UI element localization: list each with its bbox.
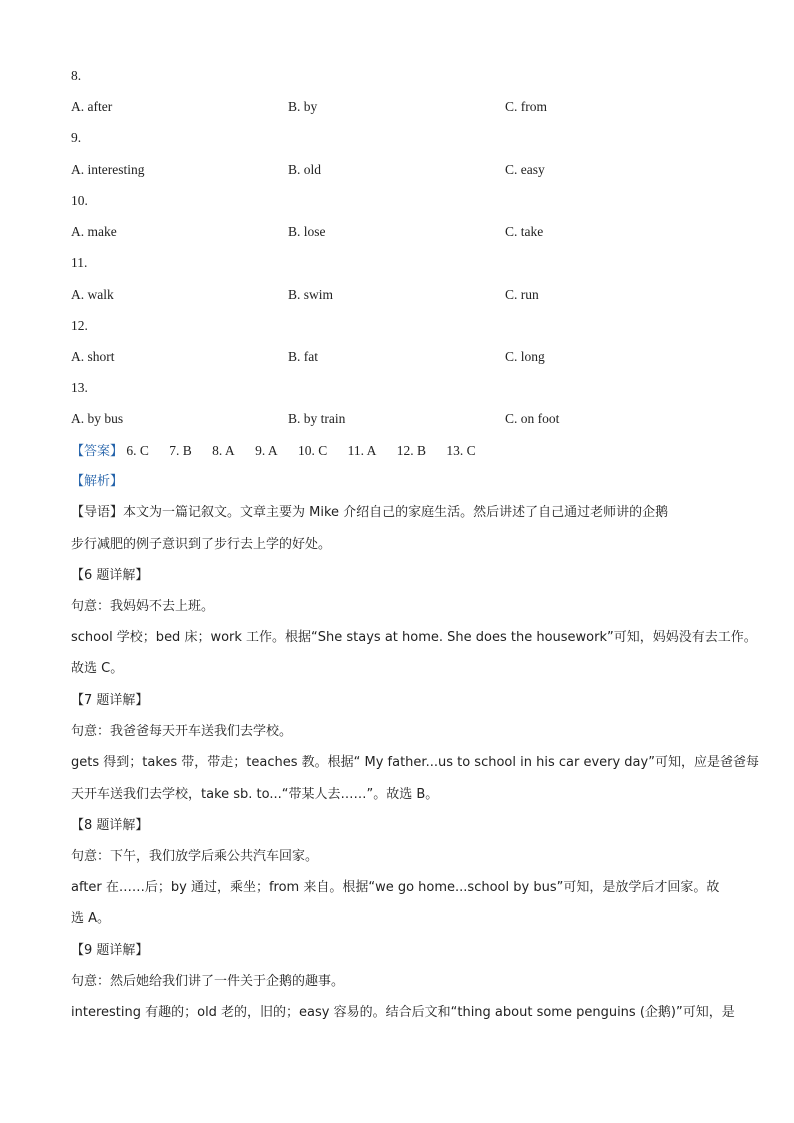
option-a: A. short [71, 349, 115, 364]
detail-heading: 【8 题详解】 [71, 818, 149, 833]
answer-label: 【答案】 [71, 444, 124, 459]
option-b: B. fat [288, 349, 318, 364]
answer-item: 12. B [396, 443, 426, 458]
question-number: 10. [71, 193, 88, 208]
answer-item: 6. C [126, 443, 149, 458]
answer-item: 13. C [446, 443, 476, 458]
option-c: C. long [505, 349, 545, 364]
sentence-meaning: 句意：我爸爸每天开车送我们去学校。 [71, 724, 293, 739]
option-b: B. by [288, 99, 318, 114]
option-c: C. on foot [505, 411, 560, 426]
explanation-line: 选 A。 [71, 911, 111, 926]
option-c: C. take [505, 224, 544, 239]
answer-item: 10. C [297, 443, 328, 458]
explanation-line: school 学校；bed 床；work 工作。根据“She stays at home. She does the housework”可知，妈妈没有去工作。 [71, 630, 757, 645]
intro-line: 【导语】本文为一篇记叙文。文章主要为 Mike 介绍自己的家庭生活。然后讲述了自己通过老师讲的企鹅 [71, 505, 669, 520]
question-number: 11. [71, 255, 88, 270]
answer-key [71, 442, 493, 461]
question-number: 9. [71, 130, 82, 145]
analysis-label: 【解析】 [71, 474, 124, 489]
explanation-line: 故选 C。 [71, 661, 124, 676]
question-number: 13. [71, 380, 88, 395]
question-number: 8. [71, 68, 82, 83]
option-a: A. make [71, 224, 117, 239]
detail-heading: 【9 题详解】 [71, 943, 149, 958]
option-a: A. after [71, 99, 113, 114]
explanation-line: 天开车送我们去学校，take sb. to...“带某人去……”。故选 B。 [71, 787, 439, 802]
explanation-line: interesting 有趣的；old 老的，旧的；easy 容易的。结合后文和“thing about some penguins (企鹅)”可知，是 [71, 1005, 735, 1020]
explanation-line: after 在……后；by 通过，乘坐；from 来自。根据“we go home...school by bus”可知，是放学后才回家。故 [71, 880, 720, 895]
detail-heading: 【6 题详解】 [71, 568, 149, 583]
answer-item: 8. A [212, 443, 235, 458]
option-c: C. easy [505, 162, 545, 177]
option-a: A. by bus [71, 411, 124, 426]
option-b: B. lose [288, 224, 326, 239]
explanation-line: gets 得到；takes 带，带走；teaches 教。根据“ My father...us to school in his car every day”可知，应是爸爸每 [71, 755, 759, 770]
sentence-meaning: 句意：我妈妈不去上班。 [71, 599, 215, 614]
sentence-meaning: 句意：下午，我们放学后乘公共汽车回家。 [71, 849, 319, 864]
option-c: C. run [505, 287, 539, 302]
option-c: C. from [505, 99, 547, 114]
detail-heading: 【7 题详解】 [71, 693, 149, 708]
sentence-meaning: 句意：然后她给我们讲了一件关于企鹅的趣事。 [71, 974, 345, 989]
option-a: A. walk [71, 287, 114, 302]
option-b: B. swim [288, 287, 334, 302]
answer-item: 9. A [255, 443, 278, 458]
intro-line: 步行减肥的例子意识到了步行去上学的好处。 [71, 537, 332, 552]
answer-item: 11. A [347, 443, 377, 458]
option-a: A. interesting [71, 162, 145, 177]
option-b: B. by train [288, 411, 346, 426]
answer-item: 7. B [169, 443, 192, 458]
option-b: B. old [288, 162, 322, 177]
question-number: 12. [71, 318, 88, 333]
